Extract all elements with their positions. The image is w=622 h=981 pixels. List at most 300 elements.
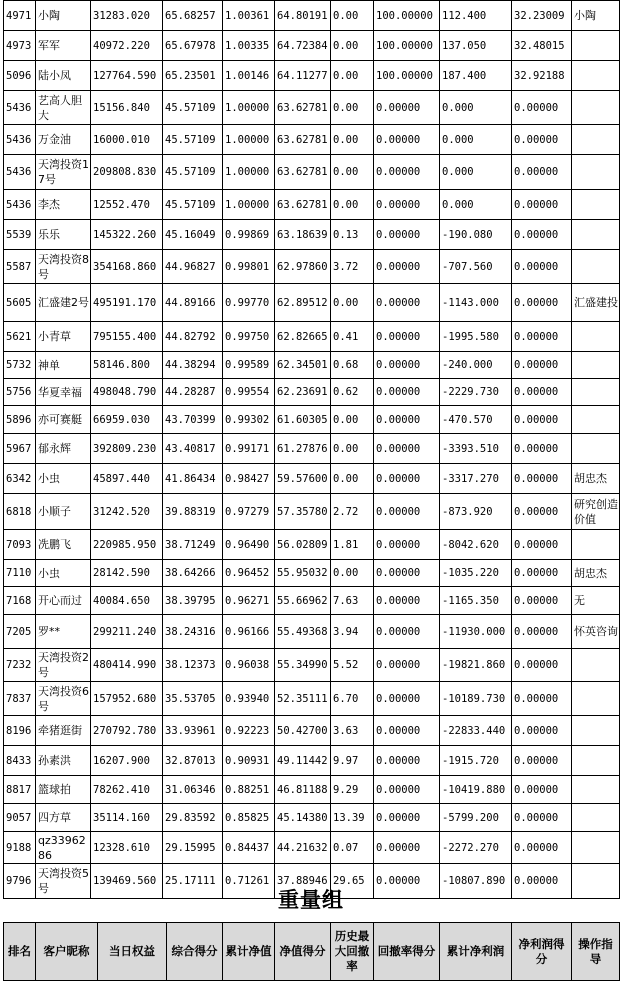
- cell-nickname: 陆小凤: [36, 61, 91, 91]
- cell-drawdown-score: 0.00000: [374, 434, 440, 464]
- table-row: [4, 220, 620, 250]
- cell-total-score: 43.70399: [163, 406, 223, 434]
- cell-nickname: 军军: [36, 31, 91, 61]
- cell-total-score: 29.15995: [163, 832, 223, 864]
- cell-profit-score: 0.00000: [512, 434, 572, 464]
- cell-nickname: 开心而过: [36, 587, 91, 615]
- cell-nav-score: 62.89512: [275, 284, 331, 322]
- cell-guidance: [572, 530, 620, 560]
- cell-max-drawdown: 3.63: [331, 716, 374, 746]
- cell-net-profit: -5799.200: [440, 804, 512, 832]
- cell-net-profit: 0.000: [440, 125, 512, 155]
- cell-profit-score: 0.00000: [512, 776, 572, 804]
- cell-rank: 5587: [4, 250, 36, 284]
- cell-equity: 31283.020: [91, 1, 163, 31]
- cell-nav-score: 64.72384: [275, 31, 331, 61]
- cell-net-profit: -190.080: [440, 220, 512, 250]
- cell-nav: 0.96271: [223, 587, 275, 615]
- cell-nav: 0.99801: [223, 250, 275, 284]
- cell-nav-score: 55.66962: [275, 587, 331, 615]
- cell-max-drawdown: 0.41: [331, 322, 374, 352]
- cell-profit-score: 0.00000: [512, 322, 572, 352]
- cell-guidance: [572, 31, 620, 61]
- cell-rank: 5096: [4, 61, 36, 91]
- cell-equity: 31242.520: [91, 494, 163, 530]
- cell-equity: 78262.410: [91, 776, 163, 804]
- cell-guidance: [572, 406, 620, 434]
- cell-max-drawdown: 9.97: [331, 746, 374, 776]
- cell-total-score: 45.57109: [163, 125, 223, 155]
- section-title: 重量组: [278, 887, 344, 912]
- cell-total-score: 45.57109: [163, 155, 223, 190]
- cell-profit-score: 32.48015: [512, 31, 572, 61]
- cell-net-profit: -1143.000: [440, 284, 512, 322]
- cell-drawdown-score: 0.00000: [374, 530, 440, 560]
- cell-total-score: 38.24316: [163, 615, 223, 649]
- cell-nickname: 篮球拍: [36, 776, 91, 804]
- cell-total-score: 25.17111: [163, 864, 223, 899]
- cell-nav: 0.99869: [223, 220, 275, 250]
- cell-drawdown-score: 0.00000: [374, 190, 440, 220]
- cell-nav: 1.00361: [223, 1, 275, 31]
- cell-net-profit: 0.000: [440, 155, 512, 190]
- cell-equity: 16207.900: [91, 746, 163, 776]
- cell-nickname: 小顺子: [36, 494, 91, 530]
- cell-guidance: [572, 190, 620, 220]
- cell-equity: 28142.590: [91, 560, 163, 587]
- cell-nav: 0.99302: [223, 406, 275, 434]
- cell-rank: 5436: [4, 155, 36, 190]
- cell-nickname: 华夏幸福: [36, 379, 91, 406]
- cell-nickname: 孙素洪: [36, 746, 91, 776]
- cell-nickname: 万金油: [36, 125, 91, 155]
- cell-nickname: 艺高人胆大: [36, 91, 91, 125]
- cell-max-drawdown: 9.29: [331, 776, 374, 804]
- cell-rank: 5896: [4, 406, 36, 434]
- cell-max-drawdown: 0.00: [331, 1, 374, 31]
- cell-nav-score: 62.34501: [275, 352, 331, 379]
- table-row: [4, 804, 620, 832]
- cell-guidance: 研究创造价值: [572, 494, 620, 530]
- cell-guidance: [572, 746, 620, 776]
- cell-rank: 5605: [4, 284, 36, 322]
- cell-equity: 392809.230: [91, 434, 163, 464]
- cell-profit-score: 0.00000: [512, 682, 572, 716]
- cell-total-score: 45.57109: [163, 190, 223, 220]
- cell-nav: 1.00000: [223, 91, 275, 125]
- cell-rank: 9057: [4, 804, 36, 832]
- cell-profit-score: 0.00000: [512, 530, 572, 560]
- cell-nav-score: 50.42700: [275, 716, 331, 746]
- cell-guidance: 汇盛建投: [572, 284, 620, 322]
- cell-nav-score: 49.11442: [275, 746, 331, 776]
- cell-equity: 354168.860: [91, 250, 163, 284]
- cell-drawdown-score: 0.00000: [374, 682, 440, 716]
- cell-profit-score: 0.00000: [512, 250, 572, 284]
- cell-guidance: [572, 804, 620, 832]
- cell-nav-score: 45.14380: [275, 804, 331, 832]
- cell-max-drawdown: 13.39: [331, 804, 374, 832]
- cell-equity: 795155.400: [91, 322, 163, 352]
- cell-max-drawdown: 3.72: [331, 250, 374, 284]
- cell-total-score: 65.68257: [163, 1, 223, 31]
- cell-nickname: 亦可赛艇: [36, 406, 91, 434]
- cell-rank: 6342: [4, 464, 36, 494]
- cell-profit-score: 0.00000: [512, 91, 572, 125]
- cell-rank: 7837: [4, 682, 36, 716]
- cell-nav-score: 64.11277: [275, 61, 331, 91]
- cell-nav: 0.85825: [223, 804, 275, 832]
- cell-guidance: [572, 155, 620, 190]
- cell-total-score: 38.39795: [163, 587, 223, 615]
- cell-equity: 145322.260: [91, 220, 163, 250]
- table-row: [4, 91, 620, 125]
- cell-nav: 0.96166: [223, 615, 275, 649]
- cell-profit-score: 0.00000: [512, 220, 572, 250]
- cell-max-drawdown: 0.00: [331, 406, 374, 434]
- cell-net-profit: -1915.720: [440, 746, 512, 776]
- cell-net-profit: -19821.860: [440, 649, 512, 682]
- cell-max-drawdown: 5.52: [331, 649, 374, 682]
- cell-nav-score: 55.95032: [275, 560, 331, 587]
- cell-max-drawdown: 0.07: [331, 832, 374, 864]
- table-row: [4, 494, 620, 530]
- cell-drawdown-score: 0.00000: [374, 352, 440, 379]
- cell-net-profit: 0.000: [440, 190, 512, 220]
- cell-profit-score: 32.23009: [512, 1, 572, 31]
- cell-total-score: 44.82792: [163, 322, 223, 352]
- cell-nav-score: 55.49368: [275, 615, 331, 649]
- cell-nickname: qz3396286: [36, 832, 91, 864]
- cell-nickname: 天湾投资2号: [36, 649, 91, 682]
- cell-guidance: 怀英咨询: [572, 615, 620, 649]
- cell-net-profit: -10807.890: [440, 864, 512, 899]
- cell-total-score: 31.06346: [163, 776, 223, 804]
- cell-net-profit: -3317.270: [440, 464, 512, 494]
- cell-total-score: 45.16049: [163, 220, 223, 250]
- ranking-table-top: [3, 0, 620, 899]
- cell-equity: 12552.470: [91, 190, 163, 220]
- cell-drawdown-score: 0.00000: [374, 615, 440, 649]
- cell-drawdown-score: 0.00000: [374, 379, 440, 406]
- cell-nav: 0.88251: [223, 776, 275, 804]
- cell-profit-score: 0.00000: [512, 125, 572, 155]
- cell-rank: 5621: [4, 322, 36, 352]
- table-row: [4, 746, 620, 776]
- table-row: [4, 464, 620, 494]
- cell-nickname: 牵猪逛街: [36, 716, 91, 746]
- table-row: [4, 31, 620, 61]
- table-row: [4, 125, 620, 155]
- cell-profit-score: 0.00000: [512, 494, 572, 530]
- cell-max-drawdown: 2.72: [331, 494, 374, 530]
- cell-equity: 45897.440: [91, 464, 163, 494]
- cell-net-profit: -707.560: [440, 250, 512, 284]
- cell-equity: 35114.160: [91, 804, 163, 832]
- cell-nav: 0.97279: [223, 494, 275, 530]
- cell-equity: 157952.680: [91, 682, 163, 716]
- cell-rank: 7205: [4, 615, 36, 649]
- cell-drawdown-score: 0.00000: [374, 649, 440, 682]
- cell-max-drawdown: 3.94: [331, 615, 374, 649]
- cell-rank: 7110: [4, 560, 36, 587]
- cell-drawdown-score: 0.00000: [374, 864, 440, 899]
- table-row: [4, 682, 620, 716]
- cell-rank: 5732: [4, 352, 36, 379]
- cell-drawdown-score: 0.00000: [374, 587, 440, 615]
- cell-rank: 5756: [4, 379, 36, 406]
- cell-net-profit: 187.400: [440, 61, 512, 91]
- cell-nav: 1.00335: [223, 31, 275, 61]
- cell-total-score: 38.12373: [163, 649, 223, 682]
- cell-equity: 209808.830: [91, 155, 163, 190]
- cell-rank: 7232: [4, 649, 36, 682]
- cell-nav: 0.99589: [223, 352, 275, 379]
- cell-drawdown-score: 0.00000: [374, 716, 440, 746]
- cell-guidance: 胡忠杰: [572, 464, 620, 494]
- cell-net-profit: -470.570: [440, 406, 512, 434]
- cell-rank: 5967: [4, 434, 36, 464]
- table-row: [4, 615, 620, 649]
- table-row: [4, 1, 620, 31]
- cell-profit-score: 0.00000: [512, 587, 572, 615]
- cell-total-score: 41.86434: [163, 464, 223, 494]
- cell-guidance: [572, 91, 620, 125]
- cell-profit-score: 0.00000: [512, 649, 572, 682]
- cell-nickname: 小陶: [36, 1, 91, 31]
- table-row: [4, 434, 620, 464]
- cell-nickname: 天湾投资6号: [36, 682, 91, 716]
- cell-net-profit: 112.400: [440, 1, 512, 31]
- cell-nickname: 小虫: [36, 464, 91, 494]
- header-nav-score: 净值得分: [275, 923, 331, 981]
- cell-nav: 0.93940: [223, 682, 275, 716]
- cell-equity: 498048.790: [91, 379, 163, 406]
- cell-guidance: [572, 220, 620, 250]
- cell-nav-score: 56.02809: [275, 530, 331, 560]
- cell-nav-score: 57.35780: [275, 494, 331, 530]
- cell-max-drawdown: 0.13: [331, 220, 374, 250]
- cell-net-profit: 137.050: [440, 31, 512, 61]
- cell-nav-score: 59.57600: [275, 464, 331, 494]
- cell-max-drawdown: 0.00: [331, 560, 374, 587]
- cell-drawdown-score: 0.00000: [374, 804, 440, 832]
- cell-net-profit: -2229.730: [440, 379, 512, 406]
- header-profit-score: 净利润得分: [512, 923, 572, 981]
- cell-equity: 220985.950: [91, 530, 163, 560]
- cell-rank: 5436: [4, 125, 36, 155]
- cell-guidance: [572, 682, 620, 716]
- cell-max-drawdown: 7.63: [331, 587, 374, 615]
- cell-profit-score: 0.00000: [512, 746, 572, 776]
- table-row: [4, 284, 620, 322]
- table-row: [4, 530, 620, 560]
- table-row: [4, 250, 620, 284]
- cell-nav: 0.99554: [223, 379, 275, 406]
- header-equity: 当日权益: [98, 923, 167, 981]
- cell-equity: 495191.170: [91, 284, 163, 322]
- cell-drawdown-score: 100.00000: [374, 31, 440, 61]
- cell-max-drawdown: 0.00: [331, 155, 374, 190]
- cell-profit-score: 0.00000: [512, 155, 572, 190]
- cell-net-profit: -1995.580: [440, 322, 512, 352]
- cell-profit-score: 0.00000: [512, 352, 572, 379]
- cell-drawdown-score: 0.00000: [374, 560, 440, 587]
- table-header-row: [4, 923, 620, 981]
- cell-total-score: 38.64266: [163, 560, 223, 587]
- cell-total-score: 65.67978: [163, 31, 223, 61]
- ranking-table-heavy: [3, 922, 620, 981]
- cell-drawdown-score: 0.00000: [374, 464, 440, 494]
- cell-profit-score: 0.00000: [512, 716, 572, 746]
- cell-nav: 0.96452: [223, 560, 275, 587]
- cell-nickname: 李杰: [36, 190, 91, 220]
- cell-net-profit: -3393.510: [440, 434, 512, 464]
- cell-rank: 7168: [4, 587, 36, 615]
- cell-nav-score: 61.60305: [275, 406, 331, 434]
- cell-nav-score: 37.88946: [275, 864, 331, 899]
- cell-rank: 4973: [4, 31, 36, 61]
- cell-nickname: 天湾投资8号: [36, 250, 91, 284]
- cell-rank: 5539: [4, 220, 36, 250]
- cell-nav-score: 63.62781: [275, 125, 331, 155]
- cell-nickname: 郁永辉: [36, 434, 91, 464]
- cell-guidance: [572, 125, 620, 155]
- cell-max-drawdown: 0.00: [331, 31, 374, 61]
- cell-nav-score: 63.18639: [275, 220, 331, 250]
- cell-drawdown-score: 0.00000: [374, 322, 440, 352]
- cell-guidance: [572, 776, 620, 804]
- cell-nickname: 罗**: [36, 615, 91, 649]
- table-row: [4, 776, 620, 804]
- cell-net-profit: -1165.350: [440, 587, 512, 615]
- cell-rank: 8196: [4, 716, 36, 746]
- table-row: [4, 352, 620, 379]
- cell-profit-score: 0.00000: [512, 560, 572, 587]
- table-row: [4, 649, 620, 682]
- cell-nav: 1.00000: [223, 190, 275, 220]
- cell-max-drawdown: 0.00: [331, 91, 374, 125]
- cell-nav: 1.00000: [223, 155, 275, 190]
- header-net-profit: 累计净利润: [440, 923, 512, 981]
- cell-nickname: 四方草: [36, 804, 91, 832]
- cell-net-profit: -10419.880: [440, 776, 512, 804]
- cell-total-score: 39.88319: [163, 494, 223, 530]
- cell-nav-score: 63.62781: [275, 190, 331, 220]
- cell-drawdown-score: 0.00000: [374, 91, 440, 125]
- table-row: [4, 322, 620, 352]
- cell-max-drawdown: 0.00: [331, 434, 374, 464]
- cell-net-profit: -2272.270: [440, 832, 512, 864]
- cell-profit-score: 0.00000: [512, 379, 572, 406]
- cell-rank: 8433: [4, 746, 36, 776]
- cell-total-score: 44.96827: [163, 250, 223, 284]
- cell-drawdown-score: 100.00000: [374, 1, 440, 31]
- header-nav: 累计净值: [223, 923, 275, 981]
- cell-equity: 270792.780: [91, 716, 163, 746]
- cell-total-score: 44.89166: [163, 284, 223, 322]
- cell-rank: 8817: [4, 776, 36, 804]
- cell-nickname: 小虫: [36, 560, 91, 587]
- cell-profit-score: 0.00000: [512, 832, 572, 864]
- cell-net-profit: -8042.620: [440, 530, 512, 560]
- cell-nav-score: 52.35111: [275, 682, 331, 716]
- cell-drawdown-score: 0.00000: [374, 746, 440, 776]
- cell-max-drawdown: 0.62: [331, 379, 374, 406]
- cell-max-drawdown: 0.00: [331, 284, 374, 322]
- cell-max-drawdown: 29.65: [331, 864, 374, 899]
- cell-nav: 0.71261: [223, 864, 275, 899]
- cell-rank: 9796: [4, 864, 36, 899]
- cell-nav: 1.00000: [223, 125, 275, 155]
- cell-profit-score: 0.00000: [512, 464, 572, 494]
- cell-guidance: [572, 716, 620, 746]
- cell-drawdown-score: 0.00000: [374, 776, 440, 804]
- cell-guidance: [572, 352, 620, 379]
- cell-profit-score: 0.00000: [512, 190, 572, 220]
- cell-nav-score: 63.62781: [275, 91, 331, 125]
- header-nickname: 客户昵称: [36, 923, 98, 981]
- table-row: [4, 832, 620, 864]
- cell-drawdown-score: 0.00000: [374, 155, 440, 190]
- cell-rank: 6818: [4, 494, 36, 530]
- cell-nav-score: 55.34990: [275, 649, 331, 682]
- cell-nickname: 天湾投资5号: [36, 864, 91, 899]
- cell-max-drawdown: 0.00: [331, 125, 374, 155]
- cell-total-score: 45.57109: [163, 91, 223, 125]
- cell-equity: 40084.650: [91, 587, 163, 615]
- cell-total-score: 38.71249: [163, 530, 223, 560]
- cell-rank: 5436: [4, 91, 36, 125]
- cell-equity: 16000.010: [91, 125, 163, 155]
- table-row: [4, 61, 620, 91]
- cell-nav-score: 62.23691: [275, 379, 331, 406]
- cell-drawdown-score: 0.00000: [374, 220, 440, 250]
- cell-max-drawdown: 0.00: [331, 61, 374, 91]
- cell-drawdown-score: 0.00000: [374, 406, 440, 434]
- cell-equity: 12328.610: [91, 832, 163, 864]
- cell-nav: 1.00146: [223, 61, 275, 91]
- cell-max-drawdown: 0.00: [331, 190, 374, 220]
- cell-equity: 127764.590: [91, 61, 163, 91]
- cell-nickname: 天湾投资17号: [36, 155, 91, 190]
- cell-total-score: 33.93961: [163, 716, 223, 746]
- cell-drawdown-score: 0.00000: [374, 284, 440, 322]
- cell-total-score: 43.40817: [163, 434, 223, 464]
- cell-nickname: 冼鹏飞: [36, 530, 91, 560]
- cell-equity: 40972.220: [91, 31, 163, 61]
- cell-guidance: [572, 322, 620, 352]
- cell-nav-score: 64.80191: [275, 1, 331, 31]
- cell-guidance: 小陶: [572, 1, 620, 31]
- table-row: [4, 406, 620, 434]
- header-guidance: 操作指导: [572, 923, 620, 981]
- cell-nav: 0.96490: [223, 530, 275, 560]
- cell-total-score: 44.38294: [163, 352, 223, 379]
- cell-nickname: 小青草: [36, 322, 91, 352]
- cell-guidance: [572, 649, 620, 682]
- cell-nav: 0.98427: [223, 464, 275, 494]
- cell-profit-score: 0.00000: [512, 864, 572, 899]
- cell-nav: 0.99770: [223, 284, 275, 322]
- cell-nickname: 神单: [36, 352, 91, 379]
- table-row: [4, 587, 620, 615]
- cell-equity: 480414.990: [91, 649, 163, 682]
- cell-guidance: [572, 61, 620, 91]
- cell-nav: 0.99750: [223, 322, 275, 352]
- cell-drawdown-score: 0.00000: [374, 250, 440, 284]
- cell-drawdown-score: 100.00000: [374, 61, 440, 91]
